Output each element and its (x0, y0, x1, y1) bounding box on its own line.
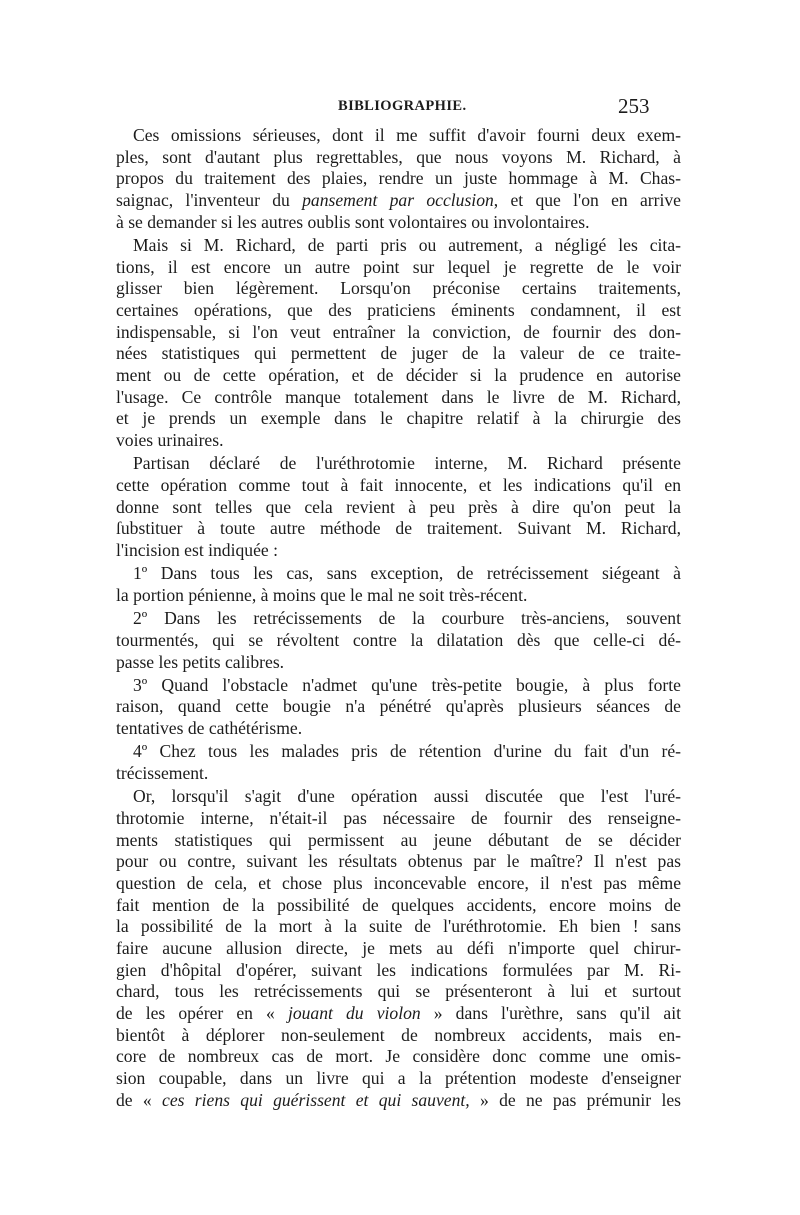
text-segment: » dans l'urèthre, sans qu'il ait (420, 1003, 681, 1023)
text-segment: à se demander si les autres oublis sont volontaires ou involontaires. (116, 211, 590, 232)
text-line (116, 696, 681, 718)
text-segment: gien d'hôpital d'opérer, suivant les indications formulées par M. Ri- (116, 959, 681, 980)
text-line (116, 763, 681, 785)
italic-text: pansement par occlusion (302, 190, 494, 211)
text-line (116, 608, 681, 630)
text-line (116, 786, 681, 808)
text-segment: chard, tous les retrécissements qui se présenteront à lui et surtout (116, 981, 681, 1002)
text-segment: l'usage. Ce contrôle manque totalement dans le livre de M. Richard, (116, 386, 681, 407)
text-line (116, 322, 681, 344)
text-line (116, 808, 681, 830)
text-line (116, 365, 681, 387)
text-segment: nées statistiques qui permettent de juger de la valeur de ce traite- (116, 343, 681, 364)
text-line (116, 1090, 681, 1112)
text-segment: l'incision est indiquée : (116, 540, 278, 561)
text-line (116, 387, 681, 409)
text-line (116, 497, 681, 519)
text-line (116, 960, 681, 982)
text-segment: » de ne pas prémunir les (469, 1089, 682, 1110)
text-line (116, 830, 681, 852)
text-line (116, 873, 681, 895)
text-segment: 4º Chez tous les malades pris de rétention d'urine du fait d'un ré- (133, 741, 681, 762)
text-line (116, 147, 681, 169)
text-line (116, 652, 681, 674)
text-segment: cette opération comme tout à fait innocente, et les indications qu'il en (116, 475, 681, 495)
text-segment: Ces omissions sérieuses, dont il me suffit d'avoir fourni deux exem- (133, 125, 681, 145)
text-segment: , et que l'on en arrive (493, 190, 681, 211)
text-segment: 1º Dans tous les cas, sans exception, de retrécissement siégeant à (133, 563, 681, 584)
text-line (116, 741, 681, 763)
text-segment: la possibilité de la mort à la suite de l'uréthrotomie. Eh bien ! sans (116, 916, 681, 937)
text-line (116, 475, 681, 497)
running-head (0, 96, 800, 120)
text-segment: passe les petits calibres. (116, 651, 285, 672)
text-segment: voies urinaires. (116, 430, 224, 451)
text-line (116, 630, 681, 652)
text-segment: la portion pénienne, à moins que le mal ne soit très-récent. (116, 584, 528, 605)
text-line (116, 1003, 681, 1025)
text-line (116, 916, 681, 938)
italic-text: ces riens qui guérissent et qui sauvent, (162, 1089, 470, 1110)
text-line (116, 408, 681, 430)
text-line (116, 190, 681, 212)
text-segment: certaines opérations, que des praticiens éminents condamnent, il est (116, 300, 681, 320)
page-number: 253 (618, 94, 650, 118)
text-segment: Mais si M. Richard, de parti pris ou autrement, a négligé les cita- (133, 234, 681, 255)
text-segment: 3º Quand l'obstacle n'admet qu'une très-petite bougie, à plus forte (133, 674, 681, 695)
text-line (116, 585, 681, 607)
text-line (116, 1046, 681, 1068)
text-segment: faire aucune allusion directe, je mets au défi n'importe quel chirur- (116, 937, 681, 958)
text-segment: saignac, l'inventeur du (116, 190, 303, 211)
text-segment: sion coupable, dans un livre qui a la prétention modeste d'enseigner (116, 1068, 681, 1089)
text-line (116, 300, 681, 322)
text-segment: trécissement. (116, 762, 209, 783)
text-segment: indispensable, si l'on veut entraîner la conviction, de fournir des don- (116, 321, 681, 342)
text-line (116, 518, 681, 540)
text-segment: de « (116, 1089, 163, 1110)
text-line (116, 718, 681, 740)
text-line (116, 125, 681, 147)
text-segment: raison, quand cette bougie n'a pénétré qu'après plusieurs séances de (116, 696, 681, 717)
body-text (116, 125, 681, 1111)
text-segment: throtomie interne, n'était-il pas nécessaire de fournir des renseigne- (116, 807, 681, 828)
text-segment: ment ou de cette opération, et de décider si la prudence en autorise (116, 365, 681, 386)
text-line (116, 938, 681, 960)
text-line (116, 563, 681, 585)
text-segment: de les opérer en « (116, 1003, 288, 1023)
text-segment: question de cela, et chose plus inconcevable encore, il n'est pas même (116, 872, 681, 893)
text-line (116, 257, 681, 279)
text-segment: fait mention de la possibilité de quelques accidents, encore moins de (116, 894, 681, 915)
text-segment: tions, il est encore un autre point sur lequel je regrette de le voir (116, 256, 681, 277)
text-segment: et je prends un exemple dans le chapitre relatif à la chirurgie des (116, 408, 681, 429)
text-line (116, 278, 681, 300)
text-line (116, 675, 681, 697)
text-segment: ments statistiques qui permissent au jeune débutant de se décider (116, 829, 681, 850)
text-segment: pour ou contre, suivant les résultats obtenus par le maître? Il n'est pas (116, 851, 681, 872)
text-segment: tentatives de cathétérisme. (116, 718, 303, 739)
text-line (116, 235, 681, 257)
text-segment: tourmentés, qui se révoltent contre la dilatation dès que celle-ci dé- (116, 629, 681, 650)
text-line (116, 981, 681, 1003)
text-line (116, 453, 681, 475)
text-segment: bientôt à déplorer non-seulement de nombreux accidents, mais en- (116, 1024, 681, 1045)
text-line (116, 895, 681, 917)
text-line (116, 1025, 681, 1047)
text-segment: ples, sont d'autant plus regrettables, que nous voyons M. Richard, à (116, 146, 681, 167)
text-segment: 2º Dans les retrécissements de la courbure très-anciens, souvent (133, 608, 681, 629)
text-segment: Partisan déclaré de l'uréthrotomie interne, M. Richard présente (133, 453, 681, 474)
text-line (116, 540, 681, 562)
running-title: BIBLIOGRAPHIE. (338, 98, 467, 114)
text-line (116, 851, 681, 873)
text-line (116, 343, 681, 365)
text-segment: glisser bien légèrement. Lorsqu'on préconise certains traitements, (116, 278, 681, 299)
text-segment: donne sont telles que cela revient à peu près à dire qu'on peut la (116, 496, 681, 517)
text-line (116, 430, 681, 452)
italic-text: jouant du violon (287, 1003, 421, 1023)
text-segment: ſubstituer à toute autre méthode de traitement. Suivant M. Richard, (116, 518, 681, 539)
text-segment: propos du traitement des plaies, rendre un juste hommage à M. Chas- (116, 168, 681, 189)
text-line (116, 212, 681, 234)
text-line (116, 1068, 681, 1090)
text-segment: Or, lorsqu'il s'agit d'une opération aussi discutée que l'est l'uré- (133, 786, 681, 807)
text-line (116, 168, 681, 190)
text-segment: core de nombreux cas de mort. Je considère donc comme une omis- (116, 1046, 681, 1067)
